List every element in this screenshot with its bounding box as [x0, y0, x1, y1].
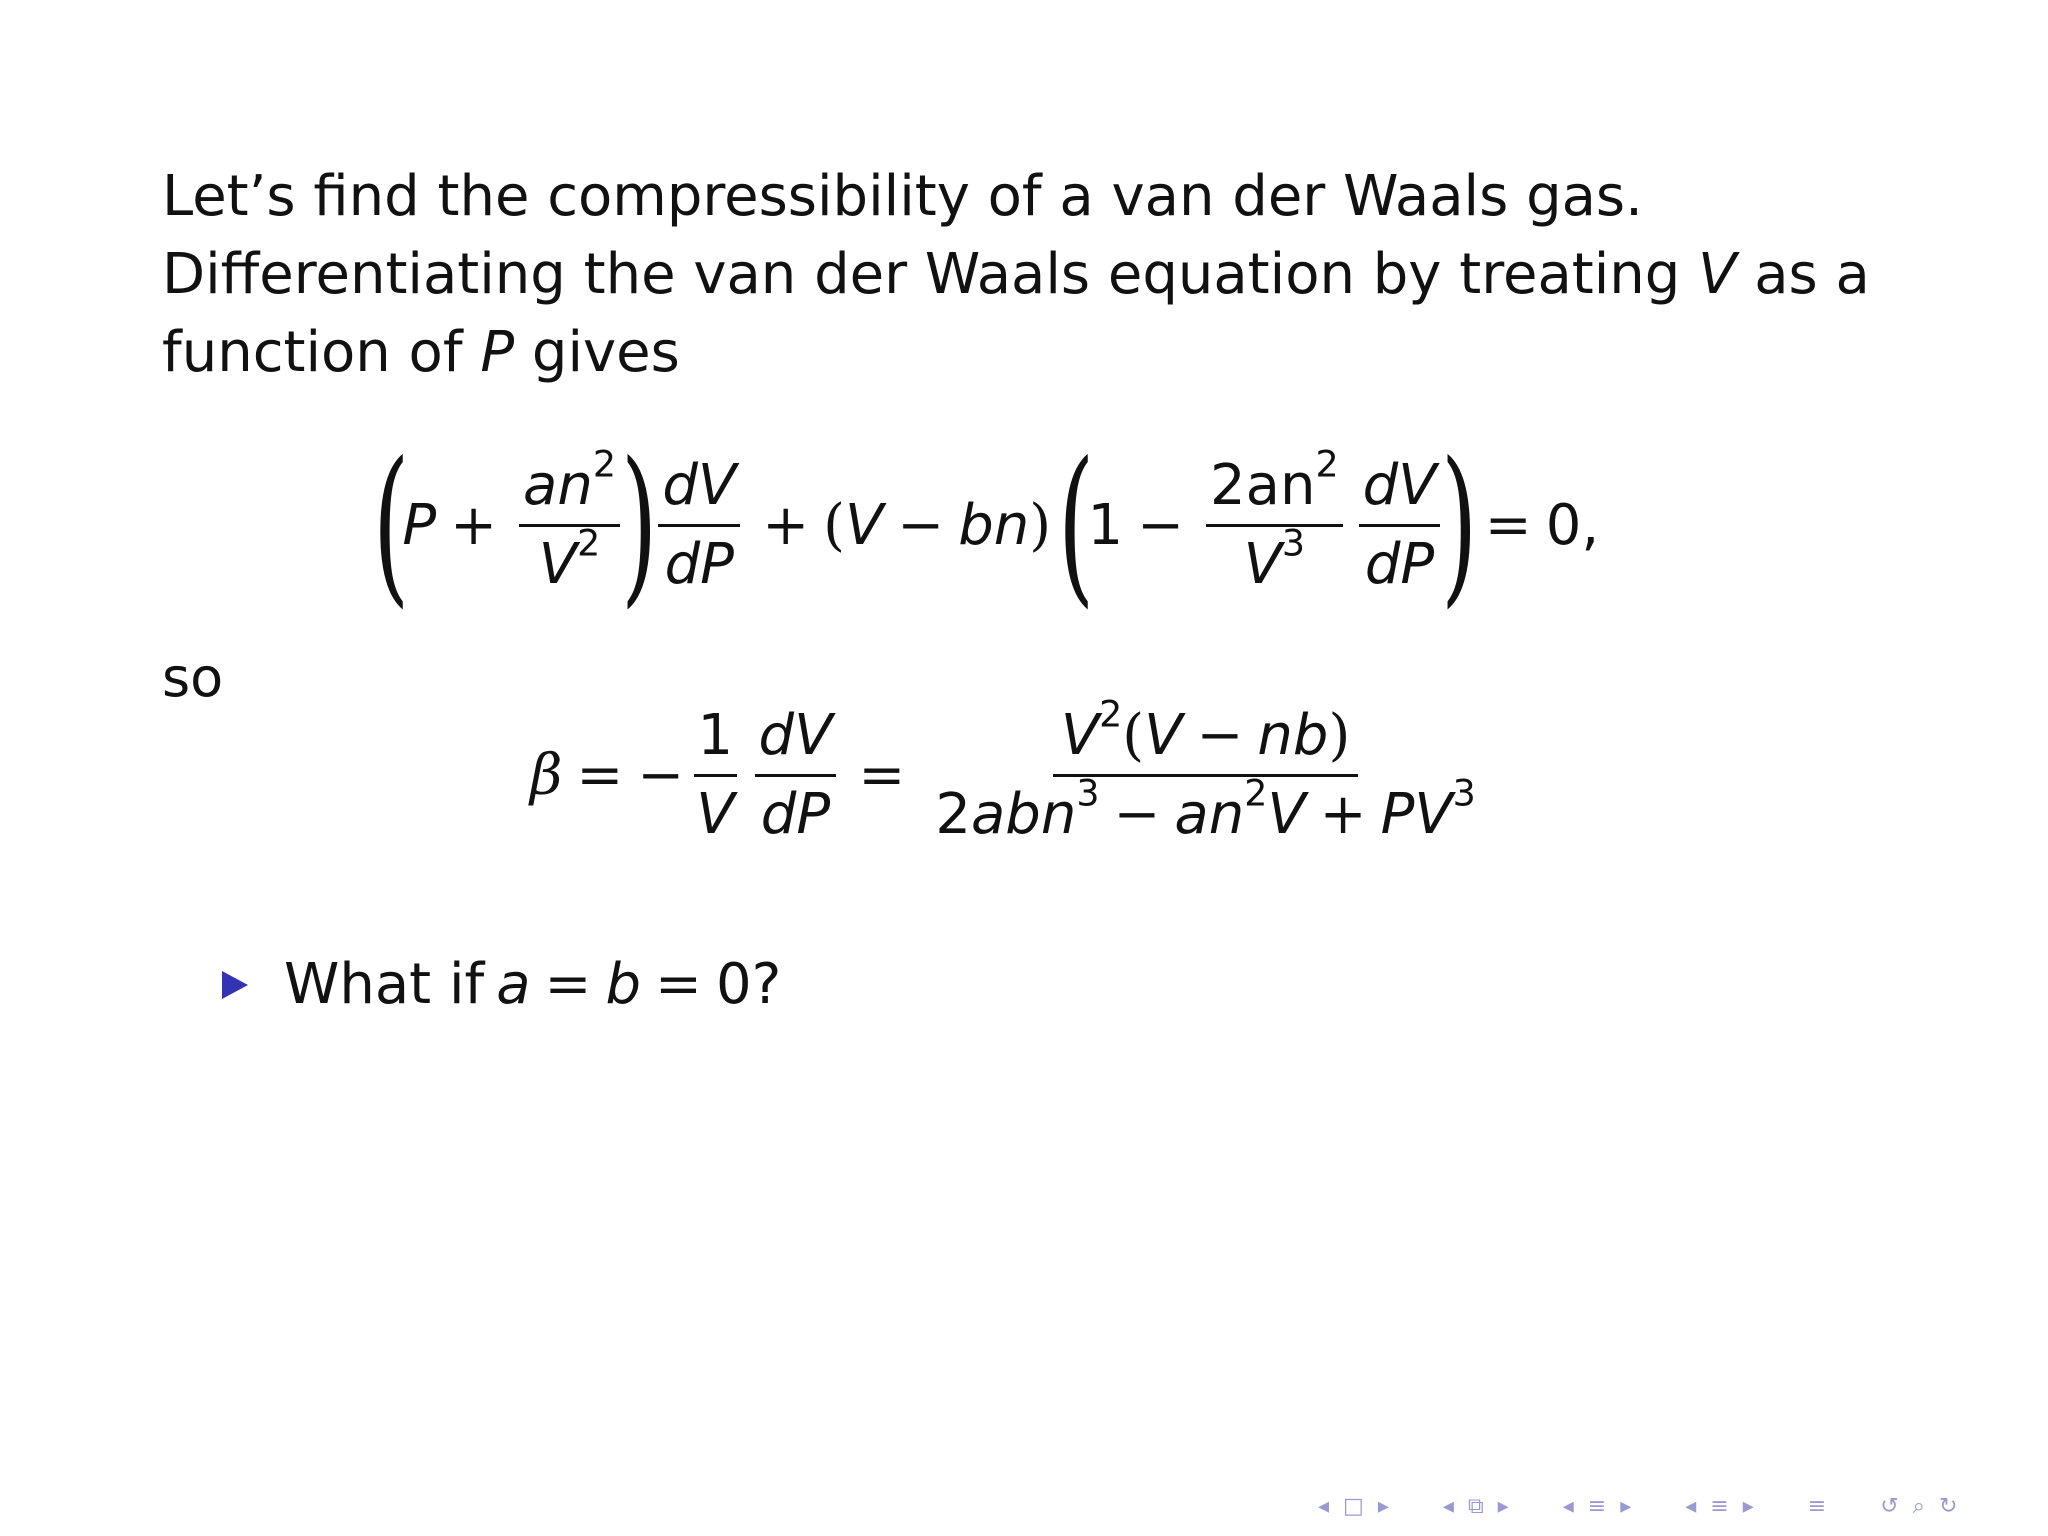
- eq1-frac-2an2-v3: [1206, 442, 1343, 597]
- big-right-paren-2: ): [1441, 426, 1478, 624]
- nav-prev-subsection-icon[interactable]: ◂: [1562, 1494, 1574, 1519]
- eq2-den-abn: abn: [970, 781, 1077, 847]
- eq1-sq-2: 2: [1315, 442, 1339, 486]
- eq1-an: an: [523, 452, 593, 518]
- eq1-plus: +: [450, 492, 498, 558]
- eq2-den-cube-2: 3: [1452, 771, 1476, 815]
- eq2-v: V: [696, 781, 735, 847]
- nav-next-subsection-icon[interactable]: ▸: [1620, 1494, 1632, 1519]
- eq2-den-sq: 2: [1244, 771, 1268, 815]
- bullet-eq-2: =: [655, 952, 702, 1017]
- eq2-equals: =: [576, 742, 624, 808]
- eq1-zero: 0,: [1545, 492, 1600, 558]
- eq1-cube: 3: [1281, 521, 1306, 565]
- eq2-den-plus: +: [1319, 781, 1367, 847]
- eq2-num-lparen: (: [1122, 702, 1145, 768]
- eq2-num-v2: V: [1144, 702, 1183, 768]
- nav-search-icon[interactable]: ⌕: [1912, 1494, 1925, 1519]
- eq1-frac-an2-v2: [519, 442, 620, 597]
- eq2-num-rparen: ): [1328, 702, 1351, 768]
- intro-line-3-post: gives: [514, 320, 680, 385]
- connector-so: so: [162, 646, 224, 709]
- nav-next-frame-icon[interactable]: ▸: [1497, 1494, 1509, 1519]
- intro-line-2-post: as a: [1736, 242, 1870, 307]
- eq1-v: V: [538, 531, 578, 597]
- eq1-dp-2: dP: [1364, 531, 1435, 597]
- bullet-a: a: [496, 952, 531, 1017]
- beamer-nav-bar: [1318, 1494, 1957, 1519]
- eq2-frac-result: [927, 692, 1484, 847]
- nav-prev-frame-icon[interactable]: ◂: [1442, 1494, 1454, 1519]
- eq1-dv-2: dV: [1359, 454, 1441, 527]
- eq1-plus-2: +: [762, 492, 810, 558]
- eq1-minus: −: [897, 492, 945, 558]
- eq2-den-v: V: [1267, 781, 1306, 847]
- eq1-dv: dV: [658, 454, 740, 527]
- eq2-beta: β: [530, 742, 563, 808]
- intro-line-3-pre: function of: [162, 320, 481, 385]
- eq2-num-sq: 2: [1099, 692, 1123, 736]
- nav-document-icon[interactable]: ≡: [1807, 1494, 1827, 1519]
- bullet-b: b: [605, 952, 642, 1017]
- eq1-p: P: [402, 492, 437, 558]
- eq2-den-cube: 3: [1076, 771, 1100, 815]
- intro-line-1: Let’s find the compressibility of a van der Waals gas.: [162, 164, 1643, 229]
- eq2-frac-1-v: [692, 704, 738, 847]
- eq2-den-pv: PV: [1380, 781, 1453, 847]
- eq2-dp: dP: [760, 781, 831, 847]
- bullet-triangle-icon: [222, 971, 248, 999]
- eq2-equals-2: =: [858, 742, 906, 808]
- bullet-eq-1: =: [544, 952, 592, 1017]
- eq2-den-an: an: [1174, 781, 1245, 847]
- eq1-lpar: (: [823, 492, 845, 558]
- eq1-minus-2: −: [1137, 492, 1184, 558]
- eq2-minus: −: [637, 742, 685, 808]
- eq1-sq-den: 2: [577, 521, 601, 565]
- eq2-den-2: 2: [935, 781, 971, 847]
- nav-next-slide-icon[interactable]: ▸: [1377, 1494, 1389, 1519]
- eq1-v-2: V: [844, 492, 884, 558]
- intro-var-v: V: [1698, 242, 1737, 307]
- nav-back-icon[interactable]: ↺: [1880, 1494, 1899, 1519]
- nav-forward-icon[interactable]: ↻: [1938, 1494, 1958, 1519]
- intro-line-2-pre: Differentiating the van der Waals equation by treating: [162, 242, 1699, 307]
- intro-paragraph: [162, 158, 1922, 392]
- big-right-paren: ): [620, 426, 658, 624]
- nav-subsection-icon[interactable]: ≡: [1587, 1494, 1607, 1519]
- eq1-frac-dv-dp: [658, 454, 740, 597]
- eq1-dp: dP: [664, 531, 734, 597]
- nav-section-icon[interactable]: ≡: [1710, 1494, 1729, 1519]
- eq2-num-nb: nb: [1257, 702, 1329, 768]
- intro-var-p: P: [480, 320, 515, 385]
- bullet-item: [222, 950, 781, 1020]
- eq1-v-3: V: [1243, 531, 1282, 597]
- nav-frame-icon[interactable]: ⧉: [1467, 1494, 1484, 1519]
- eq1-two-an: 2an: [1210, 452, 1316, 518]
- nav-prev-section-icon[interactable]: ◂: [1685, 1494, 1697, 1519]
- bullet-val: 0?: [715, 952, 782, 1017]
- bullet-text: What if: [284, 952, 485, 1017]
- eq2-one: 1: [694, 704, 738, 777]
- big-left-paren-2: (: [1058, 426, 1095, 624]
- big-left-paren: (: [372, 426, 410, 624]
- eq2-den-minus: −: [1113, 781, 1161, 847]
- eq2-num-minus: −: [1196, 702, 1244, 768]
- nav-prev-slide-icon[interactable]: ◂: [1318, 1494, 1330, 1519]
- eq1-sq: 2: [592, 442, 616, 486]
- equation-differentiated: [372, 426, 1600, 624]
- eq1-equals: =: [1484, 492, 1532, 558]
- eq2-frac-dv-dp: [755, 704, 837, 847]
- eq1-bn: bn: [958, 492, 1030, 558]
- nav-slide-icon[interactable]: □: [1343, 1494, 1364, 1519]
- eq2-dv: dV: [755, 704, 837, 777]
- equation-compressibility: [530, 692, 1492, 855]
- eq1-rpar: ): [1029, 492, 1052, 558]
- eq1-one: 1: [1087, 492, 1124, 558]
- nav-next-section-icon[interactable]: ▸: [1742, 1494, 1754, 1519]
- eq2-num-v: V: [1060, 702, 1100, 768]
- eq1-frac-dv-dp-2: [1359, 454, 1441, 597]
